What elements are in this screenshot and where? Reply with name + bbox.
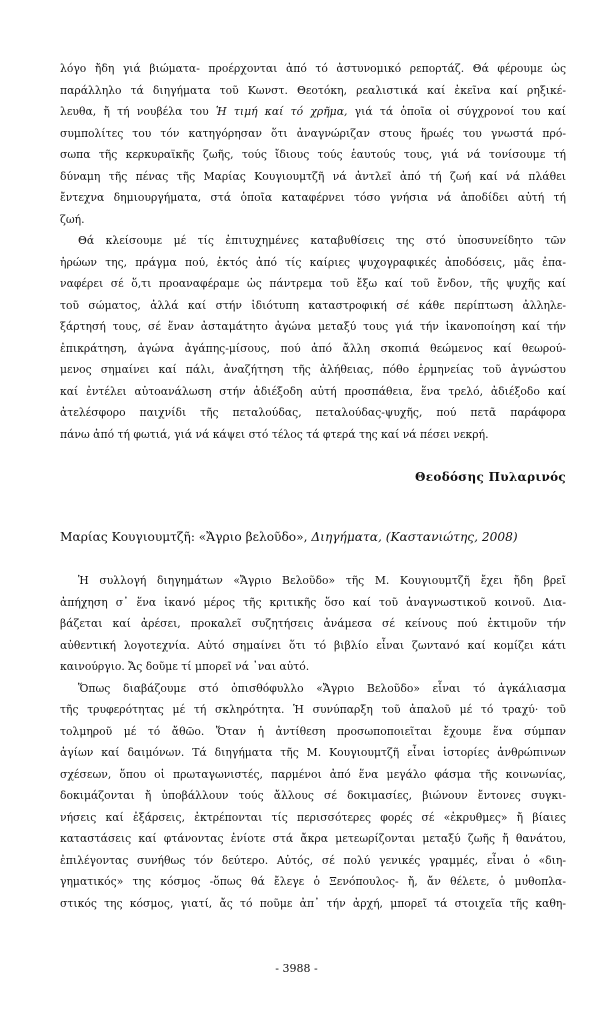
text-line: ἐπιλέγοντας συνήθως τόν δεύτερο. Αὐτός, σέ πολύ γενικές γραμμές, εἶναι ὁ «διη- [60, 853, 566, 867]
page-number: - 3988 - [275, 962, 318, 975]
text-line: ζωή. [60, 212, 85, 226]
review-heading [60, 530, 566, 544]
text-line: δύναμη τῆς πένας τῆς Μαρίας Κουγιουμτζῆ νά ἀντλεῖ ἀπό τή ζωή καί νά πλάθει [60, 169, 566, 183]
text-line [60, 101, 566, 123]
review-body [60, 570, 566, 914]
text-line: ἀπήχηση σ᾽ ἕνα ἱκανό μέρος τῆς κριτικῆς ὅσο καί τοῦ ἀναγνωστικοῦ κοινοῦ. Δια- [60, 595, 566, 609]
text-line: γηματικός» της κόσμος -ὅπως θά ἔλεγε ὁ Ξενόπουλος- ἤ, ἄν θέλετε, ὁ μυθοπλα- [60, 875, 566, 888]
review-heading-italic: Διηγήματα, (Καστανιώτης, 2008) [311, 530, 518, 544]
paragraph [60, 230, 566, 445]
review-heading-prefix: Μαρίας Κουγιουμτζῆ: «Ἄγριο βελοῦδο», [60, 530, 308, 544]
text-line: στικός της κόσμος, γιατί, ἄς τό ποῦμε ἀπ᾽ τήν ἀρχή, μπορεῖ τά στοιχεῖα τῆς καθη- [60, 896, 566, 910]
text-line: Ὅπως διαβάζουμε στό ὀπισθόφυλλο «Ἄγριο Βελοῦδο» εἶναι τό ἀγκάλιασμα [78, 681, 566, 695]
text-line: βάζεται καί ἀρέσει, προκαλεῖ συζητήσεις ἀνάμεσα σέ κείνους πού ἐκτιμοῦν τήν [60, 617, 566, 630]
paragraph [60, 678, 566, 915]
essay-conclusion [60, 58, 566, 445]
text-line: ἐπικράτηση, ἀγώνα ἀγάπης-μίσους, πού ἀπό ἄλλη σκοπιά θεώμενος καί θεωρού- [60, 341, 566, 355]
text-line: τῆς τρυφερότητας μέ τή σκληρότητα. Ἡ συνύπαρξη τοῦ ἀπαλοῦ μέ τό τραχύ· τοῦ [60, 703, 566, 716]
author-signature: Θεοδόσης Πυλαρινός [415, 470, 566, 484]
text-line: νήσεις καί ἐξάρσεις, ἐκτρέπονται τίς περισσότερες φορές σέ «ἐκρυθμες» ἤ βίαιες [60, 810, 566, 824]
text-line: Θά κλείσουμε μέ τίς ἐπιτυχημένες καταβυθίσεις της στό ὑποσυνείδητο τῶν [78, 234, 566, 247]
text-line: πάνω ἀπό τή φωτιά, γιά νά κάψει στό τέλος τά φτερά της καί νά πέσει νεκρή. [60, 427, 489, 441]
text-line: αὐθεντική λογοτεχνία. Αὐτό σημαίνει ὅτι τό βιβλίο εἶναι ζωντανό καί κομίζει κάτι [60, 638, 566, 652]
text-fragment: γιά τά ὁποῖα οἱ σύγχρονοί του καί [354, 105, 567, 118]
text-line: καταστάσεις καί φτάνοντας ἐνίοτε στά ἄκρα μετεωρίζονται μεταξύ ζωῆς ἤ θανάτου, [60, 832, 566, 845]
text-line: καινούργιο. Ἄς δοῦμε τί μπορεῖ νά ᾽ναι αὐτό. [60, 660, 310, 673]
text-line: λόγο ἤδη γιά βιώματα- προέρχονται ἀπό τό ἀστυνομικό ρεπορτάζ. Θά φέρουμε ὡς [60, 62, 566, 75]
text-line: συμπολίτες του τόν κατηγόρησαν ὅτι ἀναγνώριζαν στους ἥρωές του γνωστά πρό- [60, 126, 566, 140]
text-line: ἀτελέσφορο παιχνίδι τῆς πεταλούδας, πεταλούδας-ψυχῆς, πού πετᾶ παράφορα [60, 406, 566, 419]
book-title: Ἡ τιμή καί τό χρῆμα, [215, 105, 348, 118]
text-line: δοκιμάζονται ἤ ὑποβάλλουν τούς ἄλλους σέ δοκιμασίες, βιώνουν ἔντονες συγκι- [60, 789, 566, 802]
text-line: μενος σημαίνει καί πάλι, ἀναζήτηση τῆς ἀλήθειας, πόθο ἑρμηνείας τοῦ ἀγνώστου [60, 363, 566, 376]
text-fragment: λευθα, ἤ τή νουβέλα του [60, 105, 209, 118]
text-line: ναφέρει σέ ὅ,τι προαναφέραμε ὡς πάντρεμα τοῦ ἔξω καί τοῦ ἔνδον, τῆς ψυχῆς καί [60, 277, 566, 290]
text-line: παράλληλο τά διηγήματα τοῦ Κωνστ. Θεοτόκη, ρεαλιστικά καί ἐκεῖνα καί ρηξικέ- [60, 83, 566, 97]
text-line: ἔντεχνα δημιουργήματα, στά ὁποῖα καταφέρνει τόσο γνήσια νά ἀποδίδει αὐτή τή [60, 191, 566, 204]
text-line: Ἡ συλλογή διηγημάτων «Ἄγριο Βελοῦδο» τῆς Μ. Κουγιουμτζῆ ἔχει ἤδη βρεῖ [78, 574, 566, 587]
text-line: τοῦ σώματος, ἀλλά καί στήν ἰδιότυπη καταστροφική σέ κάθε περίπτωση ἀλληλε- [60, 298, 566, 312]
text-line: καί ἐντέλει αὐτοανάλωση στήν ἀδιέξοδη αὐτή προσπάθεια, ἕνα τρελό, ἀδιέξοδο καί [60, 384, 566, 398]
text-line: ἁγίων καί δαιμόνων. Τά διηγήματα τῆς Μ. Κουγιουμτζῆ εἶναι ἱστορίες ἀνθρώπινων [60, 746, 566, 759]
paragraph [60, 570, 566, 678]
text-line: ἡρώων της, πράγμα πού, ἐκτός ἀπό τίς καίριες ψυχογραφικές ἀποδόσεις, μᾶς ἐπα- [60, 255, 566, 269]
text-line: τολμηροῦ μέ τό ἄθῶο. Ὅταν ἡ ἀντίθεση προσωποποιεῖται ἔχουμε ἕνα σύμπαν [60, 724, 566, 738]
text-line: σωπα τῆς κερκυραϊκῆς ζωῆς, τούς ἴδιους τούς ἑαυτούς τους, γιά νά τονίσουμε τή [60, 148, 566, 161]
text-line: σχέσεων, ὅπου οἱ πρωταγωνιστές, παρμένοι ἀπό ἕνα μεγάλο φάσμα τῆς κοινωνίας, [60, 767, 566, 781]
paragraph [60, 58, 566, 230]
text-line: ξάρτησή τους, σέ ἕναν ἀσταμάτητο ἀγώνα μεταξύ τους γιά τήν ἱκανοποίηση καί τήν [60, 320, 566, 333]
